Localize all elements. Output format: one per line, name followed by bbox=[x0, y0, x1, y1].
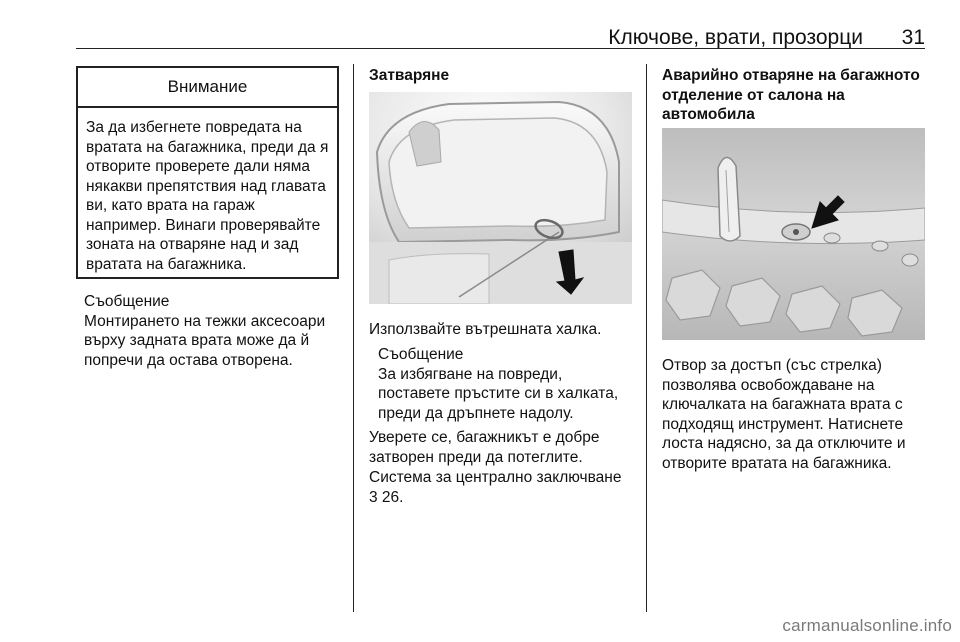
notice-block bbox=[84, 292, 342, 370]
tailgate-illustration bbox=[369, 92, 632, 304]
tailgate-handle-figure bbox=[369, 92, 632, 304]
watermark: carmanualsonline.info bbox=[782, 616, 952, 635]
notice-heading: Съобщение bbox=[84, 293, 170, 310]
closing-paragraph-2 bbox=[369, 468, 634, 507]
warning-box bbox=[76, 66, 339, 279]
closing-notice-text: За избягване на повреди, поставете пръстите си в халката, преди да дръпнете надолу. bbox=[378, 365, 619, 422]
warning-text: За да избегнете повредата на вратата на багажника, преди да я отворите проверете дали няма някакви препятствия над главата ви, като врата на гараж например. Винаги проверявайте зоната на отваряне над и зад вратата на багажника. bbox=[86, 119, 329, 273]
central-locking-text: Система за централно заключване bbox=[369, 469, 622, 486]
page-reference: 3 26. bbox=[369, 488, 404, 506]
emergency-text: Отвор за достъп (със стрелка) позволява освобождаване на ключалката на багажната врата с подходящ инструмент. Натиснете лоста надясно, за да отключите и отворите вратата на багажника. bbox=[662, 357, 906, 472]
page-number: 31 bbox=[901, 26, 925, 49]
closing-paragraph-1: Уверете се, багажникът е добре затворен преди да потеглите. bbox=[369, 429, 600, 466]
header-title: Ключове, врати, прозорци bbox=[608, 26, 863, 49]
closing-notice-heading: Съобщение bbox=[378, 346, 464, 363]
closing-notice bbox=[378, 345, 634, 423]
header-rule bbox=[76, 48, 925, 49]
page-header bbox=[76, 28, 925, 48]
column-divider-1 bbox=[353, 64, 354, 612]
column-divider-2 bbox=[646, 64, 647, 612]
emergency-release-figure bbox=[662, 128, 925, 340]
warning-title: Внимание bbox=[78, 68, 337, 108]
emergency-heading: Аварийно отваряне на багажното отделение от салона на автомобила bbox=[662, 67, 920, 123]
emergency-release-illustration bbox=[662, 128, 925, 340]
closing-heading: Затваряне bbox=[369, 67, 450, 84]
notice-text: Монтирането на тежки аксесоари върху задната врата може да й попречи да остава отворена. bbox=[84, 312, 326, 369]
closing-caption: Използвайте вътрешната халка. bbox=[369, 321, 602, 338]
